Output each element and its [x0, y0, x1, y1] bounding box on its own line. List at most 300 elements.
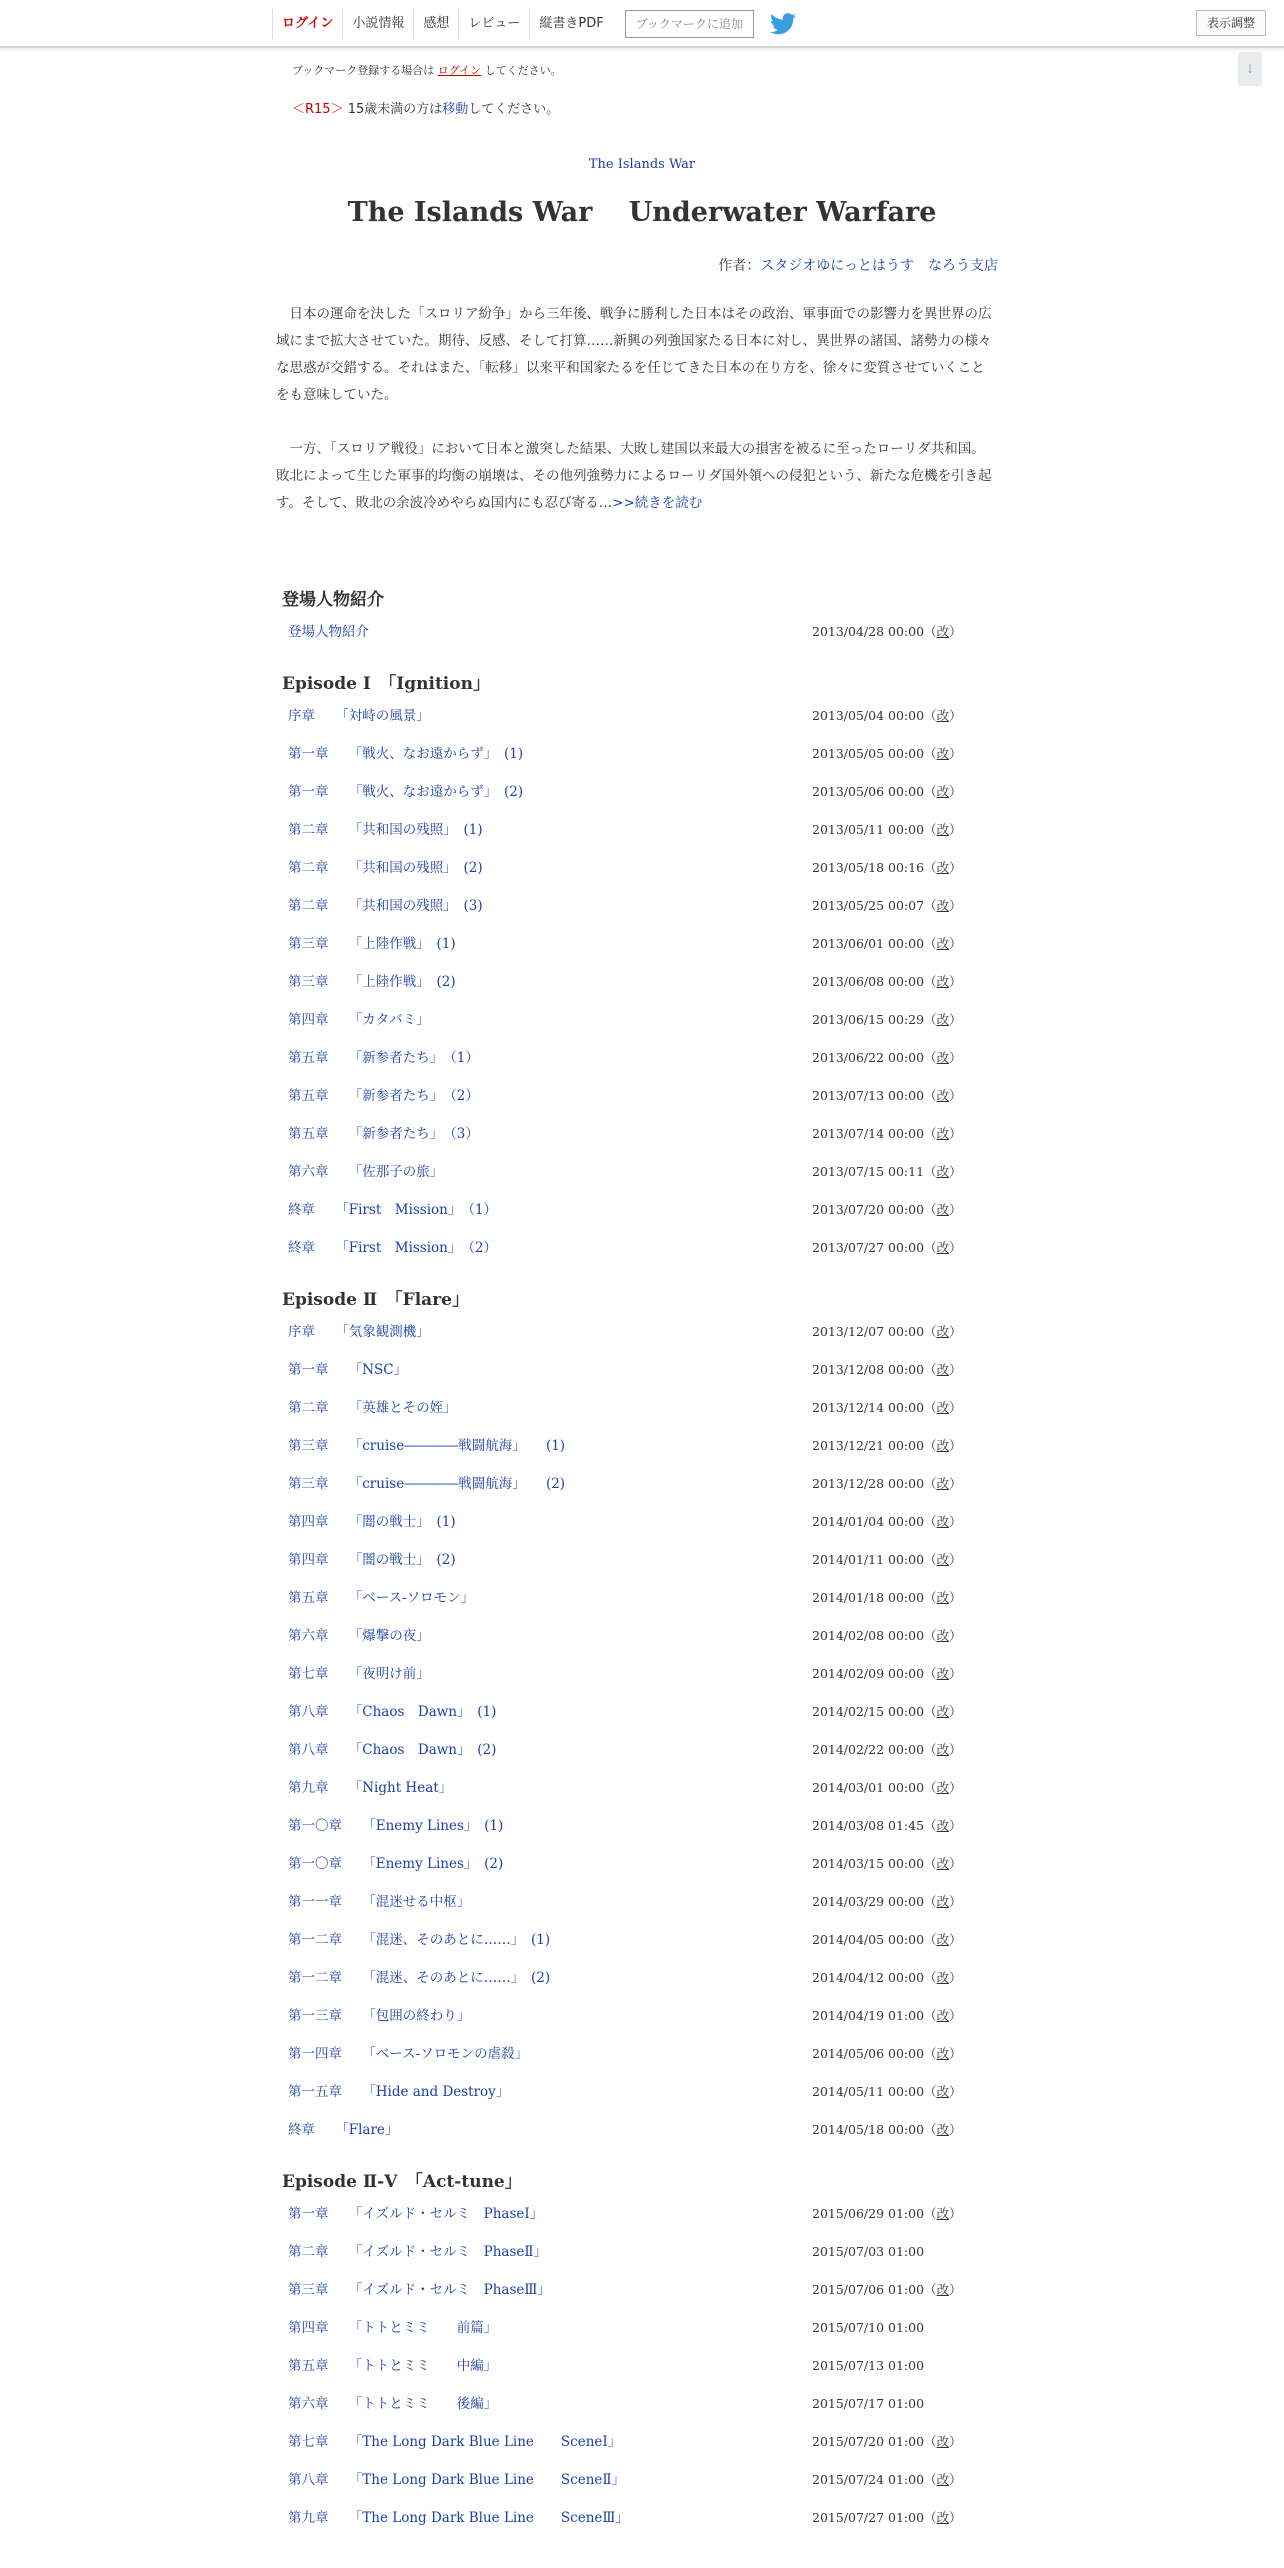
paren-close: ） [949, 1818, 962, 1833]
date-text: 2013/12/21 00:00 [812, 1438, 925, 1453]
paren-close: ） [949, 1126, 962, 1141]
summary [276, 301, 1008, 517]
episode-link[interactable]: 第五章 「ベース-ソロモン」 [288, 1590, 475, 1606]
paren-open: （ [924, 1202, 937, 1217]
date-text: 2013/07/14 00:00 [812, 1126, 925, 1141]
chapter-title: Episode Ⅱ-Ⅴ 「Act-tune」 [282, 2172, 522, 2192]
revision-mark[interactable]: 改 [936, 860, 950, 875]
revision-mark[interactable]: 改 [936, 1400, 950, 1415]
date-text: 2013/06/08 00:00 [812, 974, 925, 989]
episode-link[interactable]: 第一五章 「Hide and Destroy」 [288, 2084, 510, 2100]
paren-open: （ [924, 2122, 937, 2137]
revision-mark[interactable]: 改 [936, 1476, 950, 1491]
episode-date [812, 1229, 962, 1267]
revision-mark[interactable]: 改 [936, 1590, 950, 1605]
toc-row [282, 963, 1008, 1001]
episode-date [812, 2271, 962, 2309]
paren-open: （ [924, 860, 937, 875]
revision-mark[interactable]: 改 [936, 1088, 950, 1103]
episode-date [812, 2111, 962, 2149]
date-text: 2014/03/01 00:00 [812, 1780, 925, 1795]
episode-date [812, 1001, 962, 1039]
date-text: 2015/07/24 01:00 [812, 2472, 925, 2487]
paren-close: ） [949, 2472, 962, 2487]
chapter-title: 登場人物紹介 [282, 590, 384, 610]
episode-date [812, 1427, 962, 1465]
episode-link[interactable]: 第二章 「共和国の残照」 (1) [288, 822, 483, 838]
paren-close: ） [949, 1476, 962, 1491]
date-text: 2013/06/01 00:00 [812, 936, 925, 951]
paren-close: ） [949, 2122, 962, 2137]
date-text: 2015/07/20 01:00 [812, 2434, 925, 2449]
paren-close: ） [949, 1050, 962, 1065]
episode-link[interactable]: 終章 「First Mission」 （1） [288, 1202, 497, 1218]
date-text: 2015/07/17 01:00 [812, 2396, 925, 2411]
toc-row [282, 2073, 1008, 2111]
episode-date [812, 1845, 962, 1883]
date-text: 2014/01/04 00:00 [812, 1514, 925, 1529]
paren-close: ） [949, 1202, 962, 1217]
episode-date [812, 2195, 962, 2233]
episode-link[interactable]: 第三章 「イズルド・セルミ PhaseⅢ」 [288, 2282, 551, 2298]
chapter-title: Episode Ⅰ 「Ignition」 [282, 674, 490, 694]
paren-open: （ [924, 2206, 937, 2221]
paren-open: （ [924, 1240, 937, 1255]
paren-open: （ [924, 1050, 937, 1065]
revision-mark[interactable]: 改 [936, 1856, 950, 1871]
twitter-icon[interactable] [770, 13, 796, 35]
toc-row [282, 1997, 1008, 2035]
episode-date [812, 735, 962, 773]
date-text: 2014/03/08 01:45 [812, 1818, 925, 1833]
revision-mark[interactable]: 改 [936, 1628, 950, 1643]
author-link[interactable]: スタジオゆにっとはうす なろう支店 [760, 258, 998, 274]
paren-open: （ [924, 936, 937, 951]
bookmark-notice [292, 62, 1008, 78]
episode-link[interactable]: 第五章 「新参者たち」 （3） [288, 1126, 479, 1142]
paren-close: ） [949, 898, 962, 913]
chapter-title: Episode Ⅱ 「Flare」 [282, 1290, 469, 1310]
revision-mark[interactable]: 改 [936, 1438, 950, 1453]
date-text: 2013/05/05 00:00 [812, 746, 925, 761]
episode-link[interactable]: 第一章 「戦火、なお遠からず」 (1) [288, 746, 524, 762]
episode-date [812, 925, 962, 963]
date-text: 2013/05/18 00:16 [812, 860, 925, 875]
revision-mark[interactable]: 改 [936, 1780, 950, 1795]
episode-link[interactable]: 第七章 「夜明け前」 [288, 1666, 430, 1682]
r15-tag: ＜R15＞ [292, 102, 344, 117]
paren-close: ） [949, 2510, 962, 2525]
toc-row [282, 735, 1008, 773]
paren-close: ） [949, 1088, 962, 1103]
episode-date [812, 2423, 962, 2461]
paren-close: ） [949, 1628, 962, 1643]
toc-row [282, 1001, 1008, 1039]
episode-date [812, 1959, 962, 1997]
nav-novel-info[interactable]: 小説情報 [342, 9, 413, 39]
toc-row [282, 1191, 1008, 1229]
date-text: 2013/06/22 00:00 [812, 1050, 925, 1065]
paren-open: （ [924, 1438, 937, 1453]
paren-close: ） [949, 1552, 962, 1567]
toc-row [282, 773, 1008, 811]
paren-open: （ [924, 1324, 937, 1339]
toc-row [282, 1579, 1008, 1617]
revision-mark[interactable]: 改 [936, 1970, 950, 1985]
main-content [276, 46, 1008, 2537]
date-text: 2013/06/15 00:29 [812, 1012, 925, 1027]
toc-row [282, 1921, 1008, 1959]
paren-open: （ [924, 1476, 937, 1491]
paren-open: （ [924, 1552, 937, 1567]
paren-close: ） [949, 1704, 962, 1719]
date-text: 2013/07/20 00:00 [812, 1202, 925, 1217]
paren-open: （ [924, 1164, 937, 1179]
paren-open: （ [924, 708, 937, 723]
date-text: 2015/07/06 01:00 [812, 2282, 925, 2297]
paren-close: ） [949, 1970, 962, 1985]
paren-open: （ [924, 1590, 937, 1605]
paren-close: ） [949, 2046, 962, 2061]
toc-row [282, 2347, 1008, 2385]
date-text: 2013/07/15 00:11 [812, 1164, 925, 1179]
date-text: 2013/12/08 00:00 [812, 1362, 925, 1377]
toc-row [282, 1313, 1008, 1351]
episode-link[interactable]: 第二章 「共和国の残照」 (3) [288, 898, 483, 914]
paren-close: ） [949, 1438, 962, 1453]
paren-open: （ [924, 1400, 937, 1415]
paren-close: ） [949, 784, 962, 799]
revision-mark[interactable]: 改 [936, 936, 950, 951]
paren-open: （ [924, 974, 937, 989]
episode-link[interactable]: 第六章 「佐那子の旅」 [288, 1164, 444, 1180]
episode-link[interactable]: 第一〇章 「Enemy Lines」 (1) [288, 1818, 504, 1834]
toc-row [282, 2423, 1008, 2461]
revision-mark[interactable]: 改 [936, 2282, 950, 2297]
paren-close: ） [949, 1894, 962, 1909]
episode-date [812, 1503, 962, 1541]
paren-close: ） [949, 2434, 962, 2449]
date-text: 2014/04/12 00:00 [812, 1970, 925, 1985]
paren-close: ） [949, 746, 962, 761]
revision-mark[interactable]: 改 [936, 1126, 950, 1141]
paren-open: （ [924, 2084, 937, 2099]
r15-text: 15歳未満の方は [347, 102, 443, 117]
revision-mark[interactable]: 改 [936, 1240, 950, 1255]
episode-link[interactable]: 第二章 「英雄とその姪」 [288, 1400, 457, 1416]
toc-row [282, 1731, 1008, 1769]
paren-close: ） [949, 2206, 962, 2221]
episode-link[interactable]: 第九章 「The Long Dark Blue Line SceneⅢ」 [288, 2510, 629, 2526]
date-text: 2014/02/15 00:00 [812, 1704, 925, 1719]
episode-link[interactable]: 第八章 「Chaos Dawn」 (1) [288, 1704, 497, 1720]
episode-date [812, 2461, 962, 2499]
episode-date [812, 2385, 924, 2423]
toc-row [282, 1883, 1008, 1921]
revision-mark[interactable]: 改 [936, 1742, 950, 1757]
toc-row [282, 2499, 1008, 2537]
paren-close: ） [949, 1324, 962, 1339]
revision-mark[interactable]: 改 [936, 708, 950, 723]
toc-row [282, 1503, 1008, 1541]
date-text: 2014/05/11 00:00 [812, 2084, 925, 2099]
paren-open: （ [924, 1856, 937, 1871]
revision-mark[interactable]: 改 [936, 2472, 950, 2487]
episode-link[interactable]: 第四章 「闇の戦士」 (1) [288, 1514, 456, 1530]
date-text: 2015/07/27 01:00 [812, 2510, 925, 2525]
toc-row [282, 2271, 1008, 2309]
episode-link[interactable]: 第四章 「トトとミミ 前篇」 [288, 2320, 498, 2336]
revision-mark[interactable]: 改 [936, 1050, 950, 1065]
episode-link[interactable]: 第八章 「The Long Dark Blue Line SceneⅡ」 [288, 2472, 626, 2488]
episode-link[interactable]: 第三章 「cruise――――戦闘航海」 (1) [288, 1438, 566, 1454]
episode-date [812, 1617, 962, 1655]
episode-link[interactable]: 第二章 「イズルド・セルミ PhaseⅡ」 [288, 2244, 548, 2260]
episode-link[interactable]: 第五章 「トトとミミ 中編」 [288, 2358, 498, 2374]
top-header [0, 0, 1284, 48]
episode-link[interactable]: 第一三章 「包囲の終わり」 [288, 2008, 471, 2024]
episode-link[interactable]: 第三章 「cruise――――戦闘航海」 (2) [288, 1476, 566, 1492]
paren-close: ） [949, 624, 962, 639]
paren-close: ） [949, 860, 962, 875]
episode-link[interactable]: 第一四章 「ベース-ソロモンの虐殺」 [288, 2046, 529, 2062]
toc-row [282, 1845, 1008, 1883]
episode-date [812, 849, 962, 887]
nav-impressions[interactable]: 感想 [413, 9, 458, 39]
episode-link[interactable]: 第六章 「爆撃の夜」 [288, 1628, 430, 1644]
summary-paragraph-2 [276, 436, 998, 517]
episode-date [812, 1921, 962, 1959]
paren-open: （ [924, 1666, 937, 1681]
date-text: 2014/01/18 00:00 [812, 1590, 925, 1605]
episode-link[interactable]: 第一〇章 「Enemy Lines」 (2) [288, 1856, 504, 1872]
episode-link[interactable]: 第一一章 「混迷せる中枢」 [288, 1894, 471, 1910]
paren-close: ） [949, 936, 962, 951]
episode-date [812, 773, 962, 811]
revision-mark[interactable]: 改 [936, 1704, 950, 1719]
paren-close: ） [949, 1932, 962, 1947]
paren-close: ） [949, 1362, 962, 1377]
revision-mark[interactable]: 改 [936, 2084, 950, 2099]
episode-date [812, 697, 962, 735]
paren-open: （ [924, 746, 937, 761]
scroll-down-button[interactable]: ↓ [1238, 52, 1262, 86]
episode-link[interactable]: 序章 「気象観測機」 [288, 1324, 430, 1340]
revision-mark[interactable]: 改 [936, 1818, 950, 1833]
paren-open: （ [924, 1126, 937, 1141]
episode-link[interactable]: 第九章 「Night Heat」 [288, 1780, 453, 1796]
paren-open: （ [924, 2434, 937, 2449]
date-text: 2014/03/15 00:00 [812, 1856, 925, 1871]
toc-row [282, 811, 1008, 849]
episode-date [812, 1769, 962, 1807]
episode-link[interactable]: 第五章 「新参者たち」 （1） [288, 1050, 479, 1066]
date-text: 2014/05/18 00:00 [812, 2122, 925, 2137]
paren-open: （ [924, 2472, 937, 2487]
paren-open: （ [924, 624, 937, 639]
paren-close: ） [949, 2084, 962, 2099]
episode-link[interactable]: 第一章 「NSC」 [288, 1362, 408, 1378]
read-more-link[interactable]: >>続きを読む [612, 495, 703, 511]
episode-date [812, 1465, 962, 1503]
revision-mark[interactable]: 改 [936, 784, 950, 799]
episode-link[interactable]: 第六章 「トトとミミ 後編」 [288, 2396, 498, 2412]
revision-mark[interactable]: 改 [936, 1324, 950, 1339]
episode-date [812, 1655, 962, 1693]
paren-open: （ [924, 2008, 937, 2023]
revision-mark[interactable]: 改 [936, 1012, 950, 1027]
date-text: 2015/07/10 01:00 [812, 2320, 925, 2335]
toc-row [282, 2385, 1008, 2423]
series-link[interactable]: The Islands War [588, 157, 696, 172]
episode-date [812, 1693, 962, 1731]
paren-open: （ [924, 2282, 937, 2297]
revision-mark[interactable]: 改 [936, 1552, 950, 1567]
revision-mark[interactable]: 改 [936, 2008, 950, 2023]
paren-open: （ [924, 1628, 937, 1643]
toc-row [282, 1153, 1008, 1191]
nav-login[interactable]: ログイン [272, 9, 342, 39]
nav-vertical-pdf[interactable]: 縦書きPDF [529, 9, 612, 39]
episode-date [812, 811, 962, 849]
episode-date [812, 1541, 962, 1579]
date-text: 2014/05/06 00:00 [812, 2046, 925, 2061]
episode-date [812, 2233, 924, 2271]
episode-link[interactable]: 第五章 「新参者たち」 （2） [288, 1088, 479, 1104]
toc-row [282, 1541, 1008, 1579]
revision-mark[interactable]: 改 [936, 1666, 950, 1681]
episode-link[interactable]: 第八章 「Chaos Dawn」 (2) [288, 1742, 497, 1758]
revision-mark[interactable]: 改 [936, 1932, 950, 1947]
episode-link[interactable]: 終章 「First Mission」 （2） [288, 1240, 497, 1256]
toc-row [282, 1039, 1008, 1077]
revision-mark[interactable]: 改 [936, 1514, 950, 1529]
revision-mark[interactable]: 改 [936, 2434, 950, 2449]
r15-notice [292, 98, 1008, 117]
date-text: 2013/04/28 00:00 [812, 624, 925, 639]
episode-date [812, 1731, 962, 1769]
episode-date [812, 887, 962, 925]
toc-row [282, 613, 1008, 651]
summary-paragraph-1: 日本の運命を決した「スロリア紛争」から三年後、戦争に勝利した日本はその政治、軍事面での影響力を異世界の広域にまで拡大させていた。期待、反感、そして打算……新興の列強国家たる日本に対し、異世界の諸国、諸勢力の様々な思惑が交錯する。それはまた、「転移」以来平和国家たるを任じてきた日本の在り方を、徐々に変質させていくことをも意味していた。 [276, 306, 992, 403]
revision-mark[interactable]: 改 [936, 2046, 950, 2061]
revision-mark[interactable]: 改 [936, 624, 950, 639]
paren-open: （ [924, 1818, 937, 1833]
episode-date [812, 1153, 962, 1191]
revision-mark[interactable]: 改 [936, 898, 950, 913]
table-of-contents [276, 587, 1008, 2537]
paren-close: ） [949, 822, 962, 837]
date-text: 2013/07/27 00:00 [812, 1240, 925, 1255]
paren-close: ） [949, 2008, 962, 2023]
date-text: 2014/04/05 00:00 [812, 1932, 925, 1947]
toc-row [282, 2233, 1008, 2271]
toc-row [282, 1769, 1008, 1807]
revision-mark[interactable]: 改 [936, 2122, 950, 2137]
add-bookmark-button[interactable]: ブックマークに追加 [625, 10, 754, 38]
display-settings-button[interactable]: 表示調整 [1196, 10, 1266, 36]
episode-date [812, 1579, 962, 1617]
revision-mark[interactable]: 改 [936, 1894, 950, 1909]
date-text: 2015/07/13 01:00 [812, 2358, 925, 2373]
author-line [276, 255, 998, 275]
date-text: 2013/12/14 00:00 [812, 1400, 925, 1415]
paren-open: （ [924, 2046, 937, 2061]
paren-open: （ [924, 822, 937, 837]
date-text: 2013/05/11 00:00 [812, 822, 925, 837]
paren-close: ） [949, 1742, 962, 1757]
paren-close: ） [949, 1590, 962, 1605]
episode-date [812, 1039, 962, 1077]
episode-date [812, 2309, 924, 2347]
paren-close: ） [949, 1400, 962, 1415]
episode-link[interactable]: 第三章 「上陸作戦」 (2) [288, 974, 456, 990]
paren-open: （ [924, 1970, 937, 1985]
r15-move-link[interactable]: 移動 [442, 102, 469, 117]
episode-link[interactable]: 序章 「対峙の風景」 [288, 708, 430, 724]
episode-link[interactable]: 第三章 「上陸作戦」 (1) [288, 936, 456, 952]
episode-link[interactable]: 第一二章 「混迷、そのあとに……」 (1) [288, 1932, 551, 1948]
episode-link[interactable]: 終章 「Flare」 [288, 2122, 399, 2138]
r15-text-post: してください。 [468, 102, 560, 117]
date-text: 2014/02/22 00:00 [812, 1742, 925, 1757]
revision-mark[interactable]: 改 [936, 2206, 950, 2221]
notice-login-link[interactable]: ログイン [437, 64, 482, 77]
revision-mark[interactable]: 改 [936, 1362, 950, 1377]
date-text: 2014/04/19 01:00 [812, 2008, 925, 2023]
episode-date [812, 1997, 962, 2035]
episode-date [812, 613, 962, 651]
episode-link[interactable]: 第七章 「The Long Dark Blue Line SceneⅠ」 [288, 2434, 622, 2450]
episode-link[interactable]: 第四章 「カタバミ」 [288, 1012, 430, 1028]
date-text: 2014/02/08 00:00 [812, 1628, 925, 1643]
episode-link[interactable]: 第一章 「イズルド・セルミ PhaseⅠ」 [288, 2206, 544, 2222]
date-text: 2013/05/04 00:00 [812, 708, 925, 723]
paren-close: ） [949, 1164, 962, 1179]
toc-row [282, 2111, 1008, 2149]
toc-row [282, 2035, 1008, 2073]
date-text: 2014/01/11 00:00 [812, 1552, 925, 1567]
episode-link[interactable]: 第二章 「共和国の残照」 (2) [288, 860, 483, 876]
revision-mark[interactable]: 改 [936, 974, 950, 989]
paren-close: ） [949, 1514, 962, 1529]
toc-row [282, 1115, 1008, 1153]
episode-link[interactable]: 第四章 「闇の戦士」 (2) [288, 1552, 456, 1568]
paren-close: ） [949, 1240, 962, 1255]
revision-mark[interactable]: 改 [936, 1164, 950, 1179]
paren-open: （ [924, 1780, 937, 1795]
nav-review[interactable]: レビュー [458, 9, 529, 39]
date-text: 2014/02/09 00:00 [812, 1666, 925, 1681]
paren-close: ） [949, 1856, 962, 1871]
episode-link[interactable]: 第一二章 「混迷、そのあとに……」 (2) [288, 1970, 551, 1986]
episode-link[interactable]: 登場人物紹介 [288, 624, 369, 640]
revision-mark[interactable]: 改 [936, 1202, 950, 1217]
date-text: 2015/07/03 01:00 [812, 2244, 925, 2259]
toc-row [282, 1351, 1008, 1389]
revision-mark[interactable]: 改 [936, 822, 950, 837]
paren-open: （ [924, 1932, 937, 1947]
toc-row [282, 1617, 1008, 1655]
episode-date [812, 1351, 962, 1389]
revision-mark[interactable]: 改 [936, 2510, 950, 2525]
paren-open: （ [924, 1704, 937, 1719]
novel-title: The Islands War Underwater Warfare [347, 197, 937, 228]
episode-link[interactable]: 第一章 「戦火、なお遠からず」 (2) [288, 784, 524, 800]
episode-date [812, 2347, 924, 2385]
toc-row [282, 1389, 1008, 1427]
revision-mark[interactable]: 改 [936, 746, 950, 761]
